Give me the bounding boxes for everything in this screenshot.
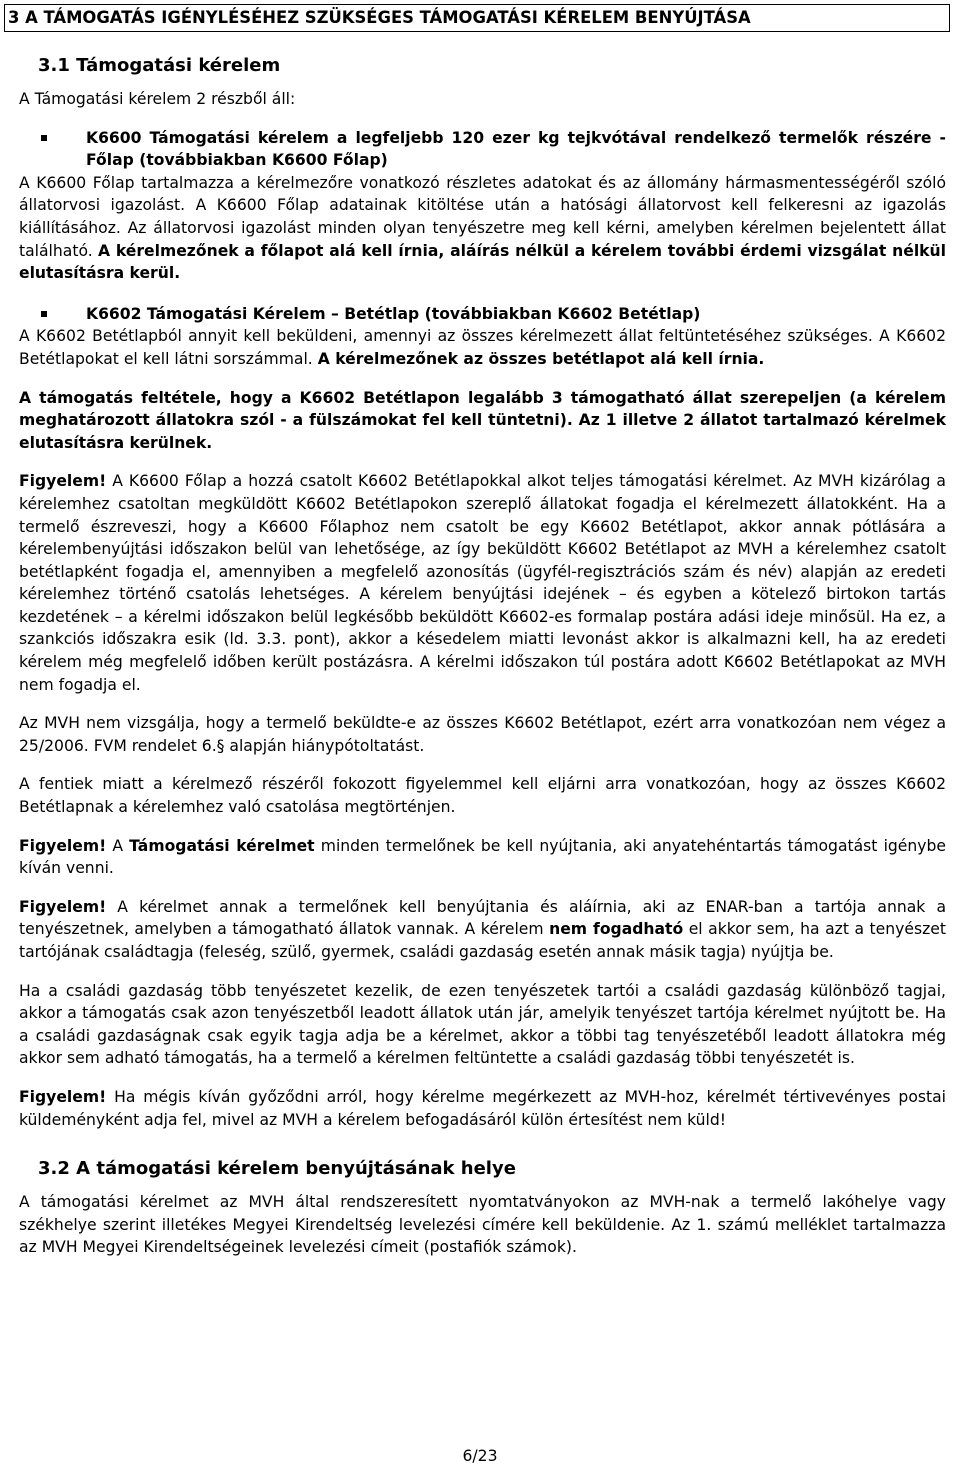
paragraph-k6600-details bbox=[19, 172, 946, 285]
paragraph-submission-place: A támogatási kérelmet az MVH által rendszeresített nyomtatványokon az MVH-nak a termelő lakóhelye vagy székhelye szerint illetékes Megyei Kirendeltség levelezési címére kell beküldenie. Az 1. számú melléklet tartalmazza az MVH Megyei Kirendeltségeinek levelezési címeit (postafiók számok). bbox=[19, 1193, 946, 1257]
paragraph-condition: A támogatás feltétele, hogy a K6602 Betétlapon legalább 3 támogatható állat szerepeljen (a kérelem meghatározott állatokra szól - a fülszámokat fel kell tüntetni). Az 1 illetve 2 állatot tartalmazó kérelmek elutasításra kerülnek. bbox=[19, 388, 946, 452]
figyelem-label: Figyelem! bbox=[19, 1087, 107, 1106]
bullet-item-k6602 bbox=[19, 303, 946, 326]
paragraph-bold-text: nem fogadható bbox=[549, 920, 684, 939]
paragraph-mvh-check: Az MVH nem vizsgálja, hogy a termelő beküldte-e az összes K6602 Betétlapot, ezért arra vonatkozóan nem végez a 25/2006. FVM rendelet 6.§ alapján hiánypótoltatást. bbox=[19, 714, 946, 755]
bullet-title: K6600 Támogatási kérelem a legfeljebb 120 ezer kg tejkvótával rendelkező termelők részére - Főlap (továbbiakban K6600 Főlap) bbox=[86, 128, 946, 170]
paragraph-bold-text: Támogatási kérelmet bbox=[129, 836, 315, 855]
content-area bbox=[19, 54, 946, 1259]
paragraph-figyelem-1 bbox=[19, 470, 946, 696]
paragraph-figyelem-3 bbox=[19, 896, 946, 964]
paragraph-text: A bbox=[106, 836, 130, 855]
section-heading-3-2: 3.2 A támogatási kérelem benyújtásának helye bbox=[38, 1158, 516, 1180]
paragraph-text: el akkor sem, ha azt a tenyészet tartójának családtagja (feleség, szülő, gyermek, családi gazdaság esetén annak másik tagja) nyújtja be. bbox=[19, 920, 946, 961]
paragraph-k6602-details bbox=[19, 325, 946, 370]
page-number: 6/23 bbox=[462, 1447, 498, 1465]
paragraph-figyelem-2 bbox=[19, 835, 946, 880]
paragraph-text: A K6600 Főlap tartalmazza a kérelmezőre vonatkozó részletes adatokat és az állomány hármasmentességéről szóló állatorvosi igazolást. A K6600 Főlap adatainak kitöltése után a hatósági állatorvost kell felkeresni az igazolás kiállításához. Az állatorvosi igazolást minden olyan tenyészetre meg kell kérni, amelyben kérelmen bejelentett állat található. bbox=[19, 173, 946, 260]
figyelem-label: Figyelem! bbox=[19, 836, 107, 855]
paragraph-text: A K6602 Betétlapból annyit kell beküldeni, amennyi az összes kérelmezett állat feltüntetéséhez szükséges. A K6602 Betétlapokat el kell látni sorszámmal. bbox=[19, 327, 946, 368]
paragraph-text: Ha mégis kíván győződni arról, hogy kérelme megérkezett az MVH-hoz, kérelmét tértivevényes postai küldeményként adja fel, mivel az MVH a kérelem befogadásáról külön értesítést nem küld! bbox=[19, 1087, 946, 1129]
paragraph-text: A kérelmet annak a termelőnek kell benyújtania és aláírnia, aki az ENAR-ban a tartója annak a tenyészetnek, amelyben a támogatható állatok vannak. A kérelem bbox=[19, 897, 946, 939]
paragraph-bold-text: A kérelmezőnek a főlapot alá kell írnia, aláírás nélkül a kérelem további érdemi vizsgálat nélkül elutasításra kerül. bbox=[19, 241, 946, 283]
bullet-title: K6602 Támogatási Kérelem – Betétlap (továbbiakban K6602 Betétlap) bbox=[86, 304, 701, 323]
figyelem-label: Figyelem! bbox=[19, 472, 107, 491]
paragraph-figyelem-4 bbox=[19, 1086, 946, 1131]
paragraph-text: A K6600 Főlap a hozzá csatolt K6602 Betétlapokkal alkot teljes támogatási kérelmet. Az MVH kizárólag a kérelemhez csatoltan megküldött K6602 Betétlapokon szereplő állatokat fogadja el kérelmezett állatokként. Ha a termelő észreveszi, hogy a K6600 Főlaphoz nem csatolt be egy K6602 Betétlapot, akkor annak pótlására a kérelembenyújtási időszakon belül van lehetősége, az így beküldött K6602 Betétlapot az MVH a kérelemhez csatolt betétlapként fogadja el, amennyiben a megfelelő azonosítás (ügyfél-regisztrációs szám és név) alapján az eredeti kérelemhez történő csatolás lehetséges. A kérelem benyújtási idejének – és egyben a kötelező birtokon tartás kezdetének – a kérelmi időszakon belül legkésőbb beküldött K6602-es formalap postára adási ideje minősül. Ha ez, a szankciós időszakra esik (ld. 3.3. pont), akkor a késedelem miatti levonást akkor is alkalmazni kell, ha az eredeti kérelem még megfelelő időben került postázásra. A kérelmi időszakon túl postára adott K6602 Betétlapokat az MVH nem fogadja el. bbox=[19, 472, 946, 694]
bullet-item-k6600 bbox=[19, 127, 946, 172]
paragraph-family-farm: Ha a családi gazdaság több tenyészetet kezelik, de ezen tenyészetek tartói a családi gazdaság különböző tagjai, akkor a támogatás csak azon tenyészetből leadott állatok után jár, amelyik tenyészet tartója kérelmet nyújtott be. Ha a családi gazdaságnak csak egyik tagja adja be a kérelmet, akkor a többi tag tenyészetéből leadott állatokra még akkor sem adható támogatás, ha a termelő a kérelmen feltüntette a családi gazdaság többi tenyészetét is. bbox=[19, 981, 946, 1068]
section-intro: A Támogatási kérelem 2 részből áll: bbox=[19, 90, 296, 108]
chapter-title: 3 A TÁMOGATÁS IGÉNYLÉSÉHEZ SZÜKSÉGES TÁMOGATÁSI KÉRELEM BENYÚJTÁSA bbox=[4, 4, 950, 32]
paragraph-attention-note: A fentiek miatt a kérelmező részéről fokozott figyelemmel kell eljárni arra vonatkozóan, hogy az összes K6602 Betétlapnak a kérelemhez való csatolása megtörténjen. bbox=[19, 775, 946, 817]
figyelem-label: Figyelem! bbox=[19, 897, 107, 916]
section-heading-3-1: 3.1 Támogatási kérelem bbox=[38, 55, 281, 76]
square-bullet-icon bbox=[41, 311, 47, 317]
square-bullet-icon bbox=[41, 135, 47, 141]
paragraph-bold-text: A kérelmezőnek az összes betétlapot alá kell írnia. bbox=[317, 349, 765, 368]
paragraph-text: minden termelőnek be kell nyújtania, aki anyatehéntartás támogatást igénybe kíván venni. bbox=[19, 836, 946, 878]
